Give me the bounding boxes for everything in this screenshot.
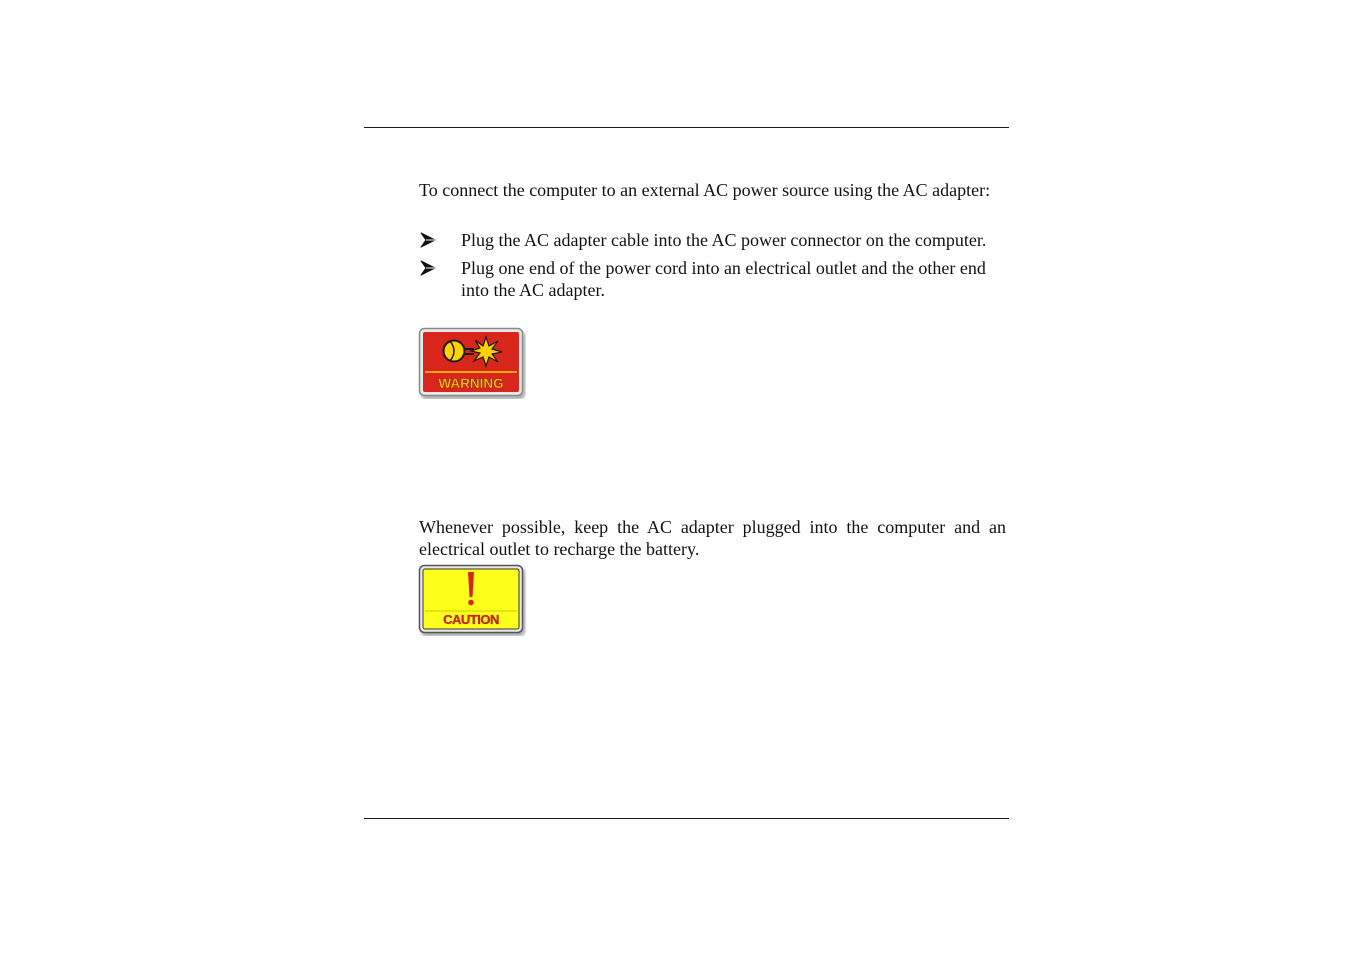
caution-badge <box>418 564 526 636</box>
list-item <box>419 257 1009 301</box>
warning-badge <box>418 327 526 399</box>
caution-label: CAUTION <box>443 612 499 627</box>
list-item <box>419 229 1009 251</box>
recharge-paragraph: Whenever possible, keep the AC adapter plugged into the computer and an electrical outlet to recharge the battery. <box>419 517 1006 559</box>
arrow-bullet-icon <box>419 229 439 251</box>
warning-label: WARNING <box>438 376 504 391</box>
step-text: Plug one end of the power cord into an electrical outlet and the other end into the AC adapter. <box>461 258 986 300</box>
arrow-bullet-icon <box>419 257 439 279</box>
header-rule <box>364 127 1009 128</box>
steps-list <box>419 229 1009 307</box>
step-text: Plug the AC adapter cable into the AC power connector on the computer. <box>461 230 987 250</box>
intro-paragraph: To connect the computer to an external AC power source using the AC adapter: <box>419 180 991 200</box>
footer-rule <box>364 818 1009 819</box>
